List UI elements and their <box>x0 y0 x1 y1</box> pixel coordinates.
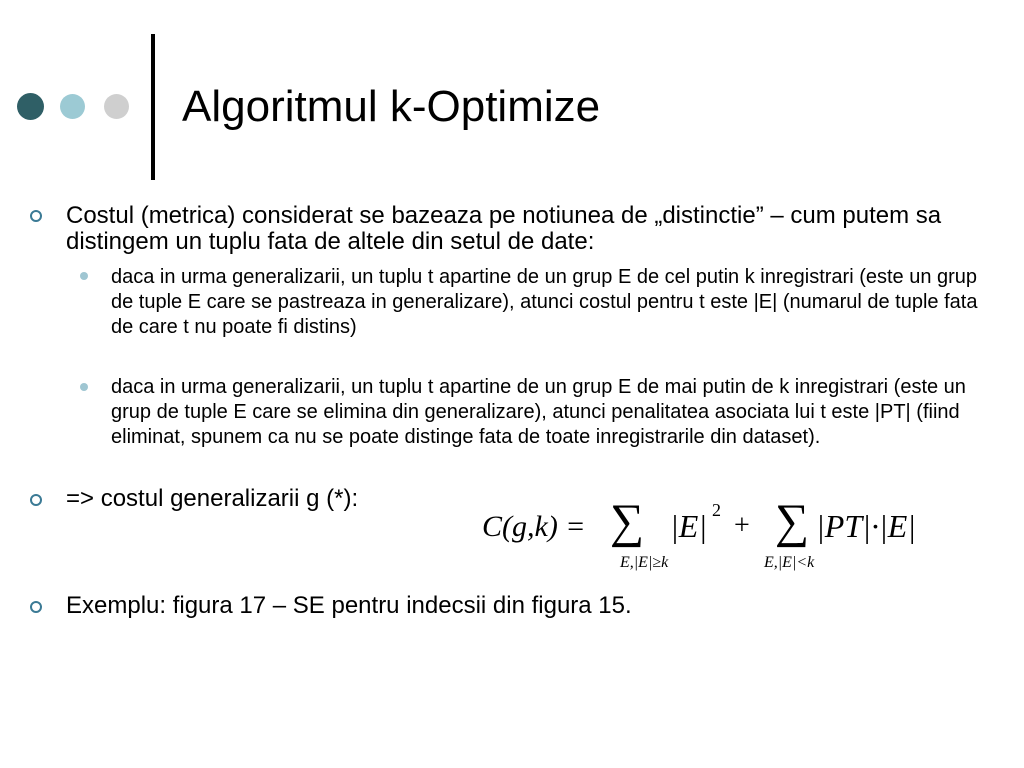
title-divider <box>151 34 155 180</box>
bullet-marker <box>30 601 42 613</box>
formula-exponent: 2 <box>712 500 721 520</box>
formula-term1: |E| <box>670 508 708 544</box>
bullet-marker <box>30 494 42 506</box>
formula-subscript-1: E,|E|≥k <box>620 554 669 571</box>
formula-plus: + <box>734 510 750 541</box>
title-dot-1 <box>17 93 44 120</box>
bullet-marker <box>30 210 42 222</box>
cost-formula <box>478 495 958 582</box>
bullet-text: Costul (metrica) considerat se bazeaza pe notiunea de „distinctie” – cum putem sa distingem un tuplu fata de altele din setul de date: <box>66 202 942 255</box>
formula-term2: |PT|·|E| <box>816 508 917 544</box>
title-dot-3 <box>104 94 129 119</box>
sum-symbol: ∑ <box>610 495 645 548</box>
title-dot-2 <box>60 94 85 119</box>
sub-bullet-text: daca in urma generalizarii, un tuplu t apartine de un grup E de cel putin k inregistrari (este un grup de tuple E care se pastreaza in generalizare), atunci costul pentru t este |E| (numarul de tuple fata de care t nu poate fi distins) <box>111 266 978 338</box>
sub-bullet-marker <box>80 272 88 280</box>
sub-bullet-marker <box>80 383 88 391</box>
sub-bullet-text: daca in urma generalizarii, un tuplu t apartine de un grup E de mai putin de k inregistrari (este un grup de tuple E care se elimina din generalizare), atunci penalitatea asociata lui t este |PT| (fiind eliminat, spunem ca nu se poate distinge fata de toate inregistrarile din dataset). <box>111 376 966 448</box>
formula-subscript-2: E,|E|<k <box>764 554 815 571</box>
bullet-text: Exemplu: figura 17 – SE pentru indecsii din figura 15. <box>66 592 632 619</box>
formula-lhs: C(g,k) = <box>482 510 586 543</box>
bullet-text: => costul generalizarii g (*): <box>66 485 359 512</box>
slide-title: Algoritmul k-Optimize <box>182 82 601 131</box>
sum-symbol: ∑ <box>775 495 810 548</box>
